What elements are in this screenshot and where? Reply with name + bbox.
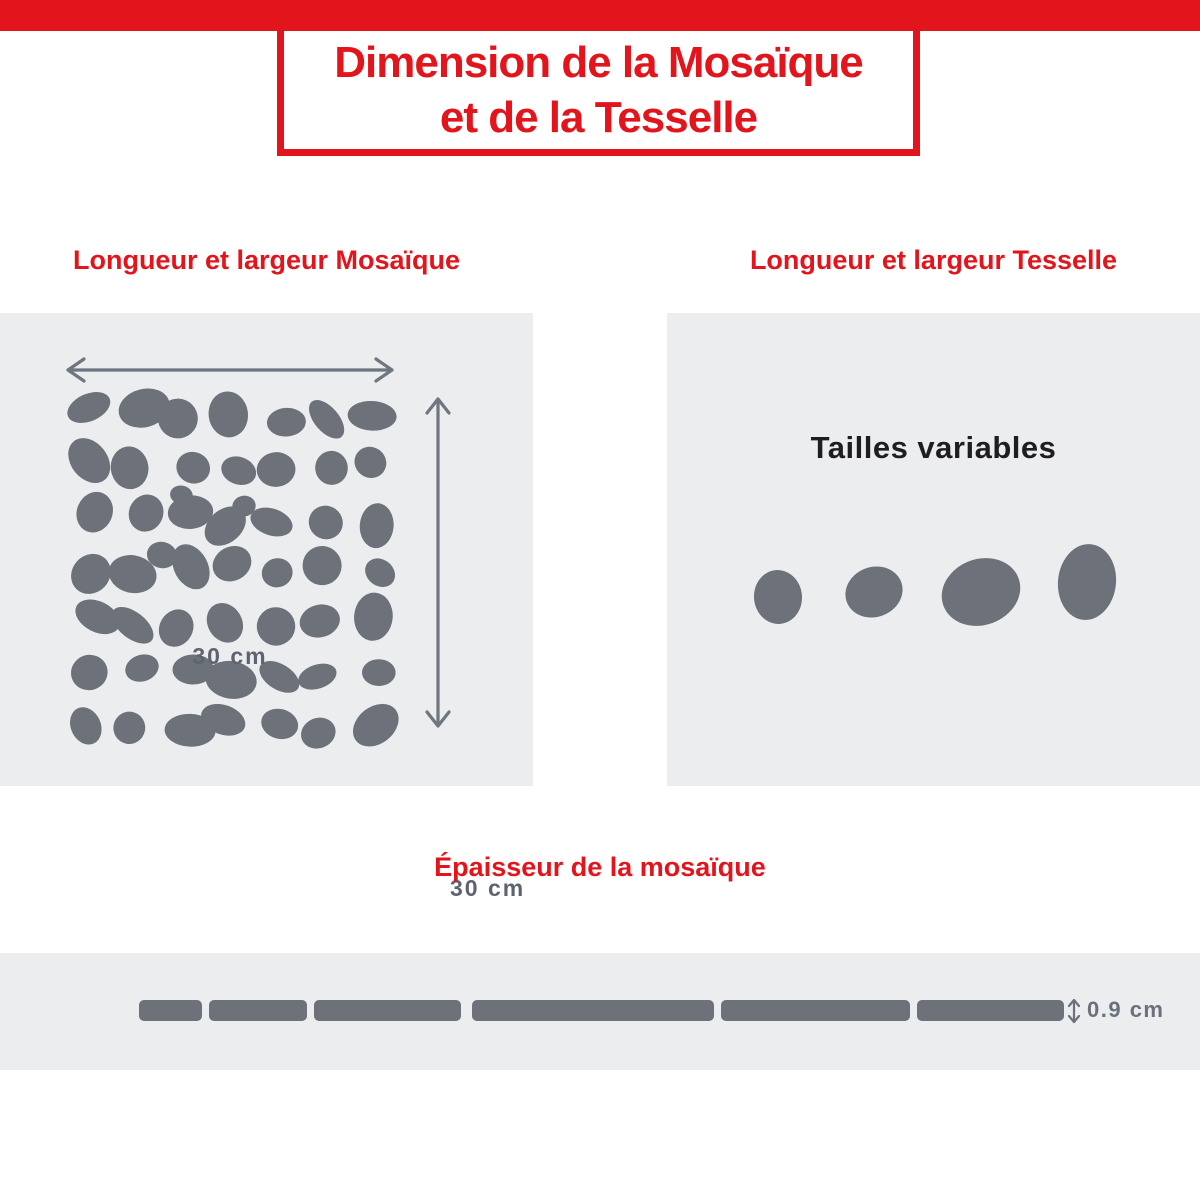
pebble [108,444,152,492]
page-title-line-2: et de la Tesselle [439,93,758,142]
pebble [217,452,260,490]
pebble [60,430,119,491]
double-arrow-horizontal-icon [68,359,392,381]
pebble [752,568,805,626]
pebble [348,441,392,485]
pebble [123,489,169,537]
thickness-segment [721,1000,910,1021]
section-heading-tesselle: Longueur et largeur Tesselle [749,245,1118,275]
top-red-bar [0,0,1200,31]
pebble [345,695,407,755]
pebble [70,486,119,538]
section-heading-mosaique: Longueur et largeur Mosaïque [72,245,461,275]
pebble [1054,541,1120,623]
pebble [314,449,350,486]
page-title-line-1: Dimension de la Mosaïque [334,38,863,87]
thickness-segment [139,1000,202,1021]
section-heading-epaisseur: Épaisseur de la mosaïque [434,852,766,882]
pebble [258,705,302,744]
thickness-segment [472,1000,714,1021]
pebble [110,709,148,747]
pebble [358,502,395,549]
mosaique-height-label: 30 cm [450,875,526,901]
tesselle-caption: Tailles variables [810,430,1057,465]
thickness-band [0,953,1200,1070]
mosaique-panel [0,313,533,901]
thickness-value-label: 0.9 cm [1087,997,1165,1022]
pebble [347,400,398,432]
pebble [206,389,251,440]
title-box [277,31,920,156]
pebble [352,591,395,642]
pebble [838,559,910,626]
mosaique-illustration [0,313,533,786]
pebble [64,702,107,749]
pebble [302,499,349,546]
pebble [206,539,257,588]
thickness-segment [314,1000,461,1021]
pebble [63,386,115,429]
double-arrow-vertical-small-icon [1067,997,1081,1025]
pebble [266,407,307,438]
pebble [172,447,215,489]
pebble [258,554,296,591]
pebble [296,713,340,754]
pebble [296,600,343,642]
pebble [359,553,400,593]
pebble [255,450,297,488]
pebble [200,596,251,649]
thickness-segment [917,1000,1064,1021]
mosaic-pebbles [60,383,407,755]
pebble [302,394,351,445]
tesselle-panel [667,313,1200,786]
pebble [932,547,1030,636]
double-arrow-vertical-icon [427,399,449,726]
thickness-segment [209,1000,307,1021]
mosaique-width-label: 30 cm [192,643,268,669]
tessera-pebbles-illustration [667,313,1200,786]
